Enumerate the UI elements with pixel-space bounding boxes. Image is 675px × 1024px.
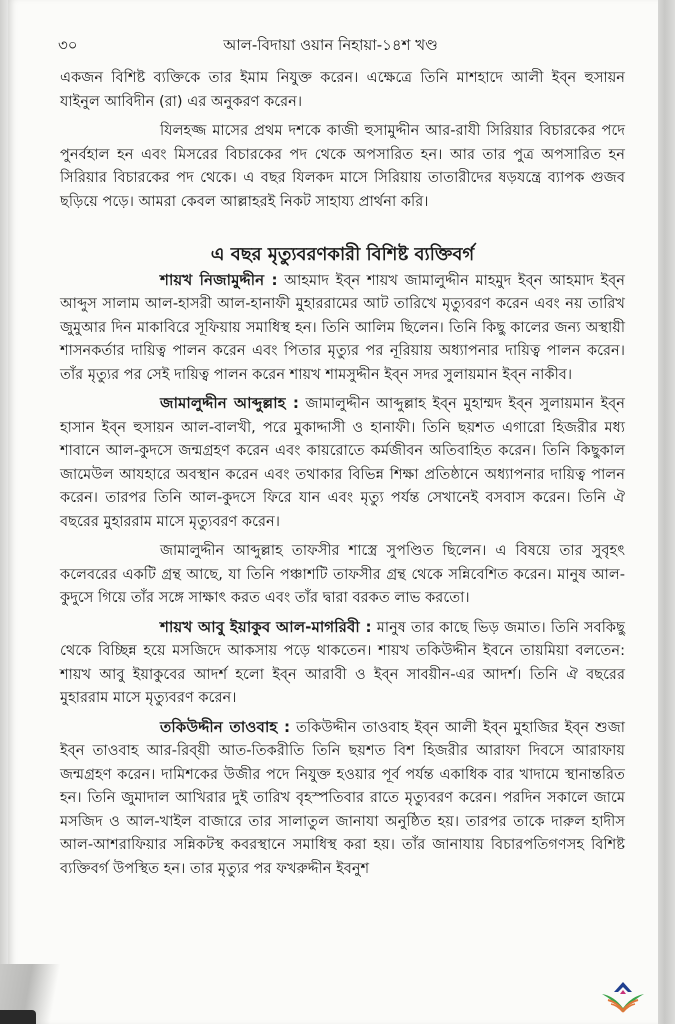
- page-body: [60, 66, 625, 880]
- entry-name: তকিউদ্দীন তাওবাহ :: [160, 717, 291, 736]
- page-header: [58, 34, 603, 56]
- section-title: এ বছর মৃত্যুবরণকারী বিশিষ্ট ব্যক্তিবর্গ: [210, 244, 475, 265]
- page-edge: [658, 0, 675, 1024]
- publisher-book-logo-icon: [600, 978, 646, 1014]
- entry-name: শায়খ নিজামুদ্দীন :: [160, 270, 278, 289]
- logo-inner: [620, 990, 626, 994]
- biography-entry: [60, 392, 625, 533]
- biography-entry: [60, 716, 625, 881]
- entry-text: জামালুদ্দীন আব্দুল্লাহ ইব্ন মুহাম্মদ ইব্ন সুলায়মান ইব্ন হাসান ইব্ন হুসায়ন আল-বালখী, পরে মুকাদ্দাসী ও হানাফী। তিনি ছয়শত এগারো হিজরীর মধ্য শাবানে আল-কুদসে জন্মগ্রহণ করেন এবং কায়রোতে কর্মজীবন অতিবাহিত করেন। তিনি কিছুকাল জামেউল আযহারে অবস্থান করেন এবং তথাকার বিভিন্ন শিক্ষা প্রতিষ্ঠানে অধ্যাপনার দায়িত্ব পালন করেন। তারপর তিনি আল-কুদসে ফিরে যান এবং মৃত্যু পর্যন্ত সেখানেই বসবাস করেন। তিনি ঐ বছরের মুহাররাম মাসে মৃত্যুবরণ করেন।: [60, 395, 625, 530]
- biography-entry: [60, 269, 625, 387]
- paragraph: যিলহজ্জ মাসের প্রথম দশকে কাজী হুসামুদ্দীন আর-রাযী সিরিয়ার বিচারকের পদে পুনর্বহাল হন এবং মিসরের বিচারকের পদ থেকে অপসারিত হন। আর তার পুত্র অপসারিত হন সিরিয়ার বিচারকের পদ থেকে। এ বছর যিলকদ মাসে সিরিয়ায় তাতারীদের ষড়যন্ত্রে ব্যাপক গুজব ছড়িয়ে পড়ে। আমরা কেবল আল্লাহরই নিকট সাহায্য প্রার্থনা করি।: [60, 122, 625, 210]
- entry-text: তকিউদ্দীন তাওবাহ ইব্ন আলী ইব্ন মুহাজির ইব্ন শুজা ইব্ন তাওবাহ আর-রিব্য়ী আত-তিকরীতি তিনি ছয়শত বিশ হিজরীর আরাফা দিবসে আরাফায় জন্মগ্রহণ করেন। দামিশকের উজীর পদে নিযুক্ত হওয়ার পূর্ব পর্যন্ত একাধিক বার খাদামে স্থানান্তরিত হন। তিনি জুমাদাল আখিরার দুই তারিখ বৃহস্পতিবার রাতে মৃত্যুবরণ করেন। পরদিন সকালে জামে মসজিদ ও আল-খাইল বাজারে তার সালাতুল জানাযা অনুষ্ঠিত হয়। তারপর তাকে দারুল হাদীস আল-আশরাফিয়ার সন্নিকটস্থ কবরস্থানে সমাধিস্থ করা হয়। তাঁর জানাযায় বিচারপতিগণসহ বিশিষ্ট ব্যক্তিবর্গ উপস্থিত হন। তার মৃত্যুর পর ফখরুদ্দীন ইবনুশ: [60, 718, 625, 877]
- entry-text: আহমাদ ইব্ন শায়খ জামালুদ্দীন মাহমুদ ইব্ন আহমাদ ইব্ন আব্দুস সালাম আল-হাসরী আল-হানাফী মুহাররামের আট তারিখে মৃত্যুবরণ করেন এবং নয় তারিখ জুমুআর দিন মাকাবিরে সূফিয়ায় সমাধিস্থ হন। তিনি আলিম ছিলেন। তিনি কিছু কালের জন্য অস্থায়ী শাসনকর্তার দায়িত্ব পালন করেন এবং পিতার মৃত্যুর পর নূরিয়ায় অধ্যাপনার দায়িত্ব পালন করেন। তাঁর মৃত্যুর পর সেই দায়িত্ব পালন করেন শায়খ শামসুদ্দীন ইব্ন সদর সুলায়মান ইব্ন নাকীব।: [60, 271, 625, 383]
- book-page: [8, 0, 658, 1024]
- book-cover-corner: [0, 1010, 36, 1024]
- paragraph: জামালুদ্দীন আব্দুল্লাহ তাফসীর শাস্ত্রে সুপণ্ডিত ছিলেন। এ বিষয়ে তার সুবৃহৎ কলেবরের একটি গ্রন্থ আছে, যা তিনি পঞ্চাশটি তাফসীর গ্রন্থ থেকে সন্নিবেশিত করেন। মানুষ আল-কুদুসে গিয়ে তাঁর সঙ্গে সাক্ষাৎ করত এবং তাঁর দ্বারা বরকত লাভ করতো।: [60, 542, 625, 606]
- running-title: আল-বিদায়া ওয়ান নিহায়া-১৪শ খণ্ড: [223, 36, 438, 54]
- entry-text: মানুষ তার কাছে ভিড় জমাত। তিনি সবকিছু থেকে বিচ্ছিন্ন হয়ে মসজিদে আকসায় পড়ে থাকতেন। শায়খ তকিউদ্দীন ইবনে তায়মিয়া বলতেন: শায়খ আবু ইয়াকুবের আদর্শ হলো ইব্ন আরাবী ও ইব্ন সাবয়ীন-এর আদর্শ। তিনি ঐ বছরের মুহাররাম মাসে মৃত্যুবরণ করেন।: [60, 618, 625, 706]
- entry-name: জামালুদ্দীন আব্দুল্লাহ :: [160, 394, 299, 412]
- page-number: ৩০: [58, 36, 78, 54]
- entry-name: শায়খ আবু ইয়াকুব আল-মাগরিবী :: [160, 617, 372, 636]
- paragraph: একজন বিশিষ্ট ব্যক্তিকে তার ইমাম নিযুক্ত করেন। এক্ষেত্রে তিনি মাশহাদে আলী ইব্ন হুসায়ন যাইনুল আবিদীন (রা) এর অনুকরণ করেন।: [60, 69, 625, 110]
- biography-entry: [60, 616, 625, 710]
- logo-leaves: [602, 994, 644, 1011]
